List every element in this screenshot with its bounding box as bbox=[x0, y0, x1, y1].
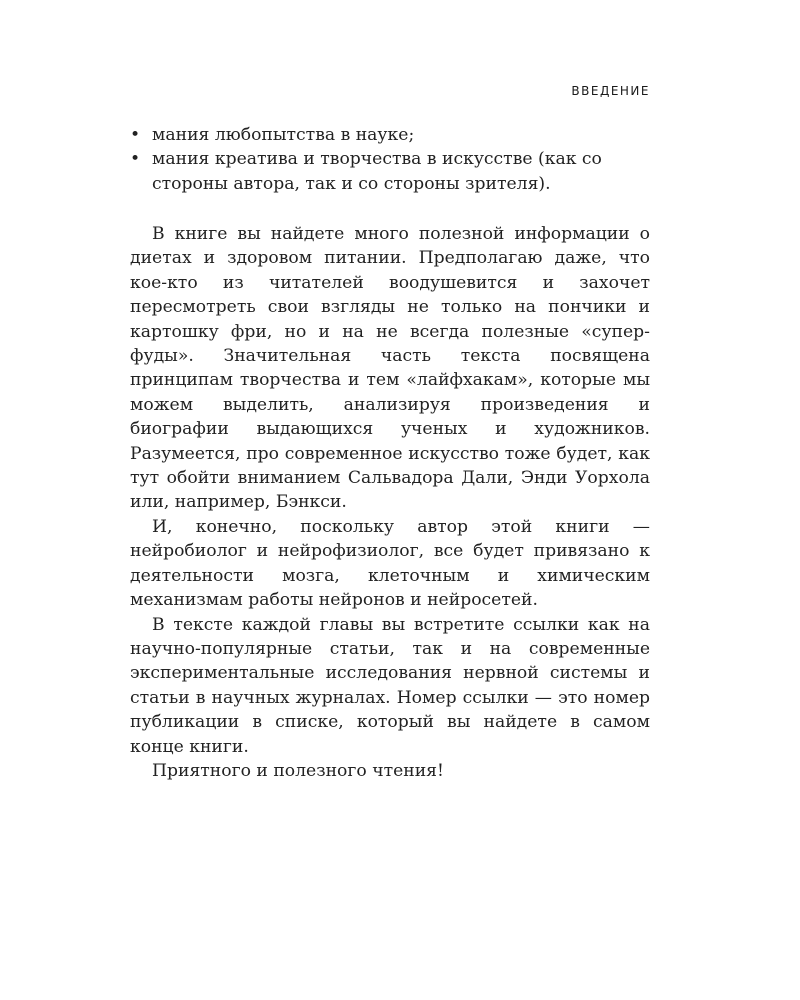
running-head-title: ВВЕДЕНИЕ bbox=[571, 84, 650, 98]
bullet-text: мания креатива и творчества в искусстве (как со стороны автора, так и со стороны зрителя). bbox=[152, 149, 602, 194]
bullet-list bbox=[130, 123, 650, 196]
paragraph: Приятного и полезного чтения! bbox=[152, 760, 444, 781]
paragraph: В тексте каждой главы вы встретите ссылки как на научно-популярные статьи, так и на современные экспериментальные исследования нервной системы и статьи в научных журналах. Номер ссылки — это номер публикации в списке, который вы найдете в самом конце книги. bbox=[130, 614, 650, 757]
bullet-icon: • bbox=[130, 125, 141, 145]
bullet-item bbox=[130, 147, 650, 196]
bullet-text: мания любопытства в науке; bbox=[152, 125, 415, 145]
bullet-item bbox=[130, 123, 650, 147]
bullet-icon: • bbox=[130, 149, 141, 170]
paragraph: И, конечно, поскольку автор этой книги — нейробиолог и нейрофизиолог, все будет привязано к деятельности мозга, клеточным и химическим механизмам работы нейронов и нейросетей. bbox=[130, 516, 650, 611]
paragraph: В книге вы найдете много полезной информации о диетах и здоровом питании. Предполагаю даже, что кое-кто из читателей воодушевится и захочет пересмотреть свои взгляды не только на пончики и картошку фри, но и на не всегда полезные «супер-фуды». Значительная часть текста посвящена принципам творчества и тем «лайфхакам», которые мы можем выделить, анализируя произведения и биографии выдающихся ученых и художников. Разумеется, про современное искусство тоже будет, как тут обойти вниманием Сальвадора Дали, Энди Уорхола или, например, Бэнкси. bbox=[130, 224, 650, 513]
body-text bbox=[130, 222, 650, 783]
